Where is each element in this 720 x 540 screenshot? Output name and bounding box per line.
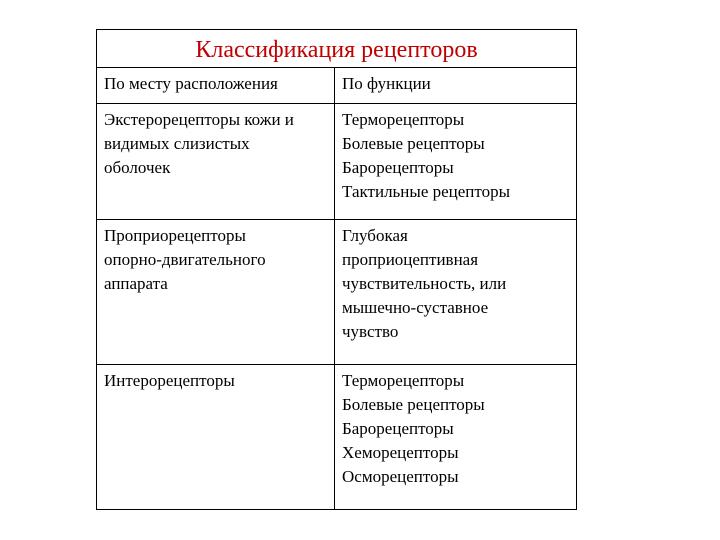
cell-line: оболочек — [104, 158, 171, 177]
cell-line: опорно-двигательного — [104, 250, 266, 269]
cell-line: проприоцептивная — [342, 250, 479, 269]
cell-line: видимых слизистых — [104, 134, 250, 153]
table-header-row — [97, 68, 577, 104]
cell-line: Терморецепторы — [342, 110, 465, 129]
cell-line: Проприорецепторы — [104, 226, 246, 245]
cell-line: Глубокая — [342, 226, 408, 245]
table-row — [97, 104, 577, 220]
location-cell — [97, 104, 335, 220]
cell-line: Болевые рецепторы — [342, 395, 485, 414]
cell-line: Интерорецепторы — [104, 371, 235, 390]
location-cell — [97, 365, 335, 510]
location-cell — [97, 220, 335, 365]
function-cell — [335, 220, 577, 365]
function-cell — [335, 104, 577, 220]
table-row — [97, 365, 577, 510]
table-title: Классификация рецепторов — [97, 30, 577, 68]
header-location: По месту расположения — [97, 68, 335, 104]
cell-line: чувствительность, или — [342, 274, 507, 293]
function-cell — [335, 365, 577, 510]
cell-line: мышечно-суставное — [342, 298, 489, 317]
cell-line: Осморецепторы — [342, 467, 459, 486]
cell-line: Экстерорецепторы кожи и — [104, 110, 294, 129]
cell-line: Барорецепторы — [342, 158, 454, 177]
header-function: По функции — [335, 68, 577, 104]
cell-line: аппарата — [104, 274, 168, 293]
cell-line: Болевые рецепторы — [342, 134, 485, 153]
table-title-row — [97, 30, 577, 68]
cell-line: Хеморецепторы — [342, 443, 459, 462]
cell-line: чувство — [342, 322, 399, 341]
cell-line: Барорецепторы — [342, 419, 454, 438]
table-row — [97, 220, 577, 365]
cell-line: Терморецепторы — [342, 371, 465, 390]
cell-line: Тактильные рецепторы — [342, 182, 511, 201]
receptor-classification-table — [96, 29, 577, 510]
